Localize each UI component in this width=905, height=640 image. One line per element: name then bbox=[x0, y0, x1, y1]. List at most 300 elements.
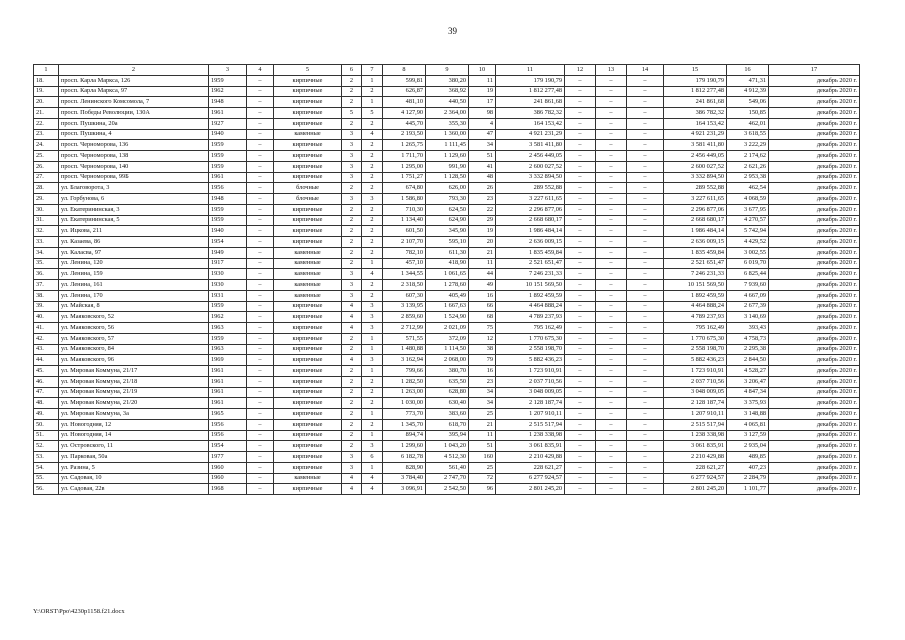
col-13-cell: – bbox=[596, 280, 627, 291]
table-row bbox=[34, 204, 860, 215]
total-cost-cell: 3 227 611,65 bbox=[664, 194, 727, 205]
row-number-cell: 38. bbox=[34, 290, 59, 301]
entrances-cell: 5 bbox=[362, 108, 383, 119]
floors-cell: 4 bbox=[342, 355, 362, 366]
col-4-cell: – bbox=[247, 247, 274, 258]
col-13-cell: – bbox=[596, 183, 627, 194]
col-12-cell: – bbox=[565, 473, 596, 484]
total-cost-cell: 2 521 651,47 bbox=[664, 258, 727, 269]
cost-cell: 10 151 569,50 bbox=[496, 280, 565, 291]
year-built-cell: 1961 bbox=[209, 376, 247, 387]
address-cell: ул. Маяковского, 52 bbox=[59, 312, 209, 323]
cost-per-sqm-cell: 3 618,55 bbox=[727, 129, 769, 140]
living-area-cell: 611,30 bbox=[426, 247, 469, 258]
completion-date-cell: декабрь 2020 г. bbox=[769, 269, 860, 280]
entrances-cell: 6 bbox=[362, 452, 383, 463]
col-4-cell: – bbox=[247, 269, 274, 280]
col-13-cell: – bbox=[596, 355, 627, 366]
total-area-cell: 3 139,95 bbox=[383, 301, 426, 312]
row-number-cell: 29. bbox=[34, 194, 59, 205]
completion-date-cell: декабрь 2020 г. bbox=[769, 161, 860, 172]
residents-cell: 20 bbox=[469, 237, 496, 248]
total-cost-cell: 3 332 894,50 bbox=[664, 172, 727, 183]
header-cell: 11 bbox=[496, 65, 565, 76]
cost-cell: 3 227 611,65 bbox=[496, 194, 565, 205]
total-cost-cell: 2 558 198,70 bbox=[664, 344, 727, 355]
address-cell: ул. Мировая Коммуна, 21/17 bbox=[59, 366, 209, 377]
col-13-cell: – bbox=[596, 323, 627, 334]
col-14-cell: – bbox=[627, 280, 664, 291]
completion-date-cell: декабрь 2020 г. bbox=[769, 75, 860, 86]
total-area-cell: 2 712,99 bbox=[383, 323, 426, 334]
wall-material-cell: блочные bbox=[274, 183, 342, 194]
col-4-cell: – bbox=[247, 312, 274, 323]
residents-cell: 34 bbox=[469, 140, 496, 151]
wall-material-cell: кирпичные bbox=[274, 323, 342, 334]
col-14-cell: – bbox=[627, 140, 664, 151]
row-number-cell: 48. bbox=[34, 398, 59, 409]
completion-date-cell: декабрь 2020 г. bbox=[769, 151, 860, 162]
total-cost-cell: 241 861,68 bbox=[664, 97, 727, 108]
living-area-cell: 2 542,50 bbox=[426, 484, 469, 495]
living-area-cell: 1 061,65 bbox=[426, 269, 469, 280]
completion-date-cell: декабрь 2020 г. bbox=[769, 204, 860, 215]
cost-cell: 1 770 675,30 bbox=[496, 333, 565, 344]
completion-date-cell: декабрь 2020 г. bbox=[769, 97, 860, 108]
year-built-cell: 1940 bbox=[209, 129, 247, 140]
residents-cell: 47 bbox=[469, 129, 496, 140]
floors-cell: 2 bbox=[342, 344, 362, 355]
col-4-cell: – bbox=[247, 97, 274, 108]
wall-material-cell: кирпичные bbox=[274, 301, 342, 312]
residents-cell: 44 bbox=[469, 269, 496, 280]
cost-per-sqm-cell: 2 953,38 bbox=[727, 172, 769, 183]
col-14-cell: – bbox=[627, 430, 664, 441]
col-14-cell: – bbox=[627, 108, 664, 119]
header-cell: 6 bbox=[342, 65, 362, 76]
table-row bbox=[34, 140, 860, 151]
wall-material-cell: кирпичные bbox=[274, 204, 342, 215]
row-number-cell: 36. bbox=[34, 269, 59, 280]
table-row bbox=[34, 452, 860, 463]
table-row bbox=[34, 323, 860, 334]
year-built-cell: 1940 bbox=[209, 226, 247, 237]
living-area-cell: 355,30 bbox=[426, 118, 469, 129]
floors-cell: 3 bbox=[342, 269, 362, 280]
row-number-cell: 56. bbox=[34, 484, 59, 495]
table-row bbox=[34, 247, 860, 258]
cost-per-sqm-cell: 2 844,50 bbox=[727, 355, 769, 366]
cost-cell: 241 861,68 bbox=[496, 97, 565, 108]
col-4-cell: – bbox=[247, 398, 274, 409]
cost-per-sqm-cell: 4 847,34 bbox=[727, 387, 769, 398]
floors-cell: 3 bbox=[342, 462, 362, 473]
row-number-cell: 22. bbox=[34, 118, 59, 129]
total-cost-cell: 2 456 449,05 bbox=[664, 151, 727, 162]
wall-material-cell: каменные bbox=[274, 280, 342, 291]
address-cell: просп. Черноморова, 136 bbox=[59, 140, 209, 151]
col-14-cell: – bbox=[627, 258, 664, 269]
table-row bbox=[34, 344, 860, 355]
address-cell: ул. Маяковского, 57 bbox=[59, 333, 209, 344]
cost-per-sqm-cell: 4 912,39 bbox=[727, 86, 769, 97]
wall-material-cell: кирпичные bbox=[274, 484, 342, 495]
col-12-cell: – bbox=[565, 333, 596, 344]
entrances-cell: 1 bbox=[362, 409, 383, 420]
col-4-cell: – bbox=[247, 258, 274, 269]
col-12-cell: – bbox=[565, 237, 596, 248]
floors-cell: 3 bbox=[342, 161, 362, 172]
col-14-cell: – bbox=[627, 204, 664, 215]
table-row bbox=[34, 215, 860, 226]
col-13-cell: – bbox=[596, 333, 627, 344]
completion-date-cell: декабрь 2020 г. bbox=[769, 355, 860, 366]
total-area-cell: 1 134,40 bbox=[383, 215, 426, 226]
cost-per-sqm-cell: 4 429,52 bbox=[727, 237, 769, 248]
address-cell: ул. Екатерининская, 3 bbox=[59, 204, 209, 215]
col-4-cell: – bbox=[247, 215, 274, 226]
entrances-cell: 2 bbox=[362, 398, 383, 409]
cost-cell: 179 190,79 bbox=[496, 75, 565, 86]
col-12-cell: – bbox=[565, 430, 596, 441]
address-cell: просп. Карла Маркса, 97 bbox=[59, 86, 209, 97]
floors-cell: 2 bbox=[342, 237, 362, 248]
col-4-cell: – bbox=[247, 484, 274, 495]
completion-date-cell: декабрь 2020 г. bbox=[769, 312, 860, 323]
wall-material-cell: кирпичные bbox=[274, 237, 342, 248]
cost-cell: 2 456 449,05 bbox=[496, 151, 565, 162]
cost-per-sqm-cell: 7 939,60 bbox=[727, 280, 769, 291]
col-12-cell: – bbox=[565, 323, 596, 334]
entrances-cell: 3 bbox=[362, 301, 383, 312]
entrances-cell: 1 bbox=[362, 430, 383, 441]
address-cell: ул. Новогодняя, 14 bbox=[59, 430, 209, 441]
row-number-cell: 18. bbox=[34, 75, 59, 86]
residents-cell: 68 bbox=[469, 312, 496, 323]
total-area-cell: 2 107,70 bbox=[383, 237, 426, 248]
wall-material-cell: кирпичные bbox=[274, 151, 342, 162]
total-area-cell: 1 345,70 bbox=[383, 419, 426, 430]
wall-material-cell: кирпичные bbox=[274, 312, 342, 323]
col-13-cell: – bbox=[596, 151, 627, 162]
total-cost-cell: 2 210 429,88 bbox=[664, 452, 727, 463]
completion-date-cell: декабрь 2020 г. bbox=[769, 108, 860, 119]
total-area-cell: 607,30 bbox=[383, 290, 426, 301]
residents-cell: 26 bbox=[469, 183, 496, 194]
row-number-cell: 43. bbox=[34, 344, 59, 355]
total-cost-cell: 2 037 710,56 bbox=[664, 376, 727, 387]
col-14-cell: – bbox=[627, 161, 664, 172]
floors-cell: 3 bbox=[342, 452, 362, 463]
cost-cell: 1 723 910,91 bbox=[496, 366, 565, 377]
year-built-cell: 1956 bbox=[209, 183, 247, 194]
col-12-cell: – bbox=[565, 226, 596, 237]
entrances-cell: 3 bbox=[362, 355, 383, 366]
col-12-cell: – bbox=[565, 215, 596, 226]
wall-material-cell: кирпичные bbox=[274, 333, 342, 344]
entrances-cell: 2 bbox=[362, 387, 383, 398]
address-cell: просп. Черноморова, 99Б bbox=[59, 172, 209, 183]
completion-date-cell: декабрь 2020 г. bbox=[769, 344, 860, 355]
cost-cell: 2 600 027,52 bbox=[496, 161, 565, 172]
col-4-cell: – bbox=[247, 280, 274, 291]
header-cell: 7 bbox=[362, 65, 383, 76]
table-row bbox=[34, 108, 860, 119]
completion-date-cell: декабрь 2020 г. bbox=[769, 452, 860, 463]
cost-cell: 2 210 429,88 bbox=[496, 452, 565, 463]
floors-cell: 2 bbox=[342, 441, 362, 452]
total-cost-cell: 2 636 009,15 bbox=[664, 237, 727, 248]
total-cost-cell: 7 246 231,33 bbox=[664, 269, 727, 280]
year-built-cell: 1956 bbox=[209, 430, 247, 441]
row-number-cell: 44. bbox=[34, 355, 59, 366]
address-cell: ул. Маяковского, 84 bbox=[59, 344, 209, 355]
page-number: 39 bbox=[448, 26, 457, 36]
header-cell: 2 bbox=[59, 65, 209, 76]
col-14-cell: – bbox=[627, 344, 664, 355]
table-row bbox=[34, 194, 860, 205]
total-cost-cell: 2 668 680,17 bbox=[664, 215, 727, 226]
living-area-cell: 793,30 bbox=[426, 194, 469, 205]
cost-per-sqm-cell: 489,85 bbox=[727, 452, 769, 463]
wall-material-cell: кирпичные bbox=[274, 86, 342, 97]
table-row bbox=[34, 312, 860, 323]
table-row bbox=[34, 129, 860, 140]
total-area-cell: 2 859,60 bbox=[383, 312, 426, 323]
completion-date-cell: декабрь 2020 г. bbox=[769, 86, 860, 97]
floors-cell: 2 bbox=[342, 215, 362, 226]
entrances-cell: 4 bbox=[362, 129, 383, 140]
floors-cell: 2 bbox=[342, 86, 362, 97]
cost-cell: 2 801 245,20 bbox=[496, 484, 565, 495]
completion-date-cell: декабрь 2020 г. bbox=[769, 430, 860, 441]
col-4-cell: – bbox=[247, 86, 274, 97]
residents-cell: 160 bbox=[469, 452, 496, 463]
year-built-cell: 1962 bbox=[209, 312, 247, 323]
total-cost-cell: 3 581 411,80 bbox=[664, 140, 727, 151]
residents-cell: 51 bbox=[469, 441, 496, 452]
wall-material-cell: кирпичные bbox=[274, 376, 342, 387]
header-cell: 9 bbox=[426, 65, 469, 76]
cost-per-sqm-cell: 3 148,88 bbox=[727, 409, 769, 420]
residents-cell: 75 bbox=[469, 323, 496, 334]
total-area-cell: 1 263,00 bbox=[383, 387, 426, 398]
year-built-cell: 1930 bbox=[209, 269, 247, 280]
total-area-cell: 1 480,88 bbox=[383, 344, 426, 355]
living-area-cell: 1 524,90 bbox=[426, 312, 469, 323]
total-cost-cell: 1 207 910,11 bbox=[664, 409, 727, 420]
header-cell: 1 bbox=[34, 65, 59, 76]
residents-cell: 41 bbox=[469, 161, 496, 172]
total-area-cell: 1 295,00 bbox=[383, 161, 426, 172]
col-4-cell: – bbox=[247, 419, 274, 430]
completion-date-cell: декабрь 2020 г. bbox=[769, 419, 860, 430]
col-4-cell: – bbox=[247, 194, 274, 205]
floors-cell: 2 bbox=[342, 183, 362, 194]
total-area-cell: 1 344,55 bbox=[383, 269, 426, 280]
residents-cell: 96 bbox=[469, 484, 496, 495]
col-4-cell: – bbox=[247, 301, 274, 312]
year-built-cell: 1961 bbox=[209, 366, 247, 377]
floors-cell: 2 bbox=[342, 419, 362, 430]
residents-cell: 22 bbox=[469, 204, 496, 215]
row-number-cell: 37. bbox=[34, 280, 59, 291]
col-14-cell: – bbox=[627, 86, 664, 97]
col-4-cell: – bbox=[247, 290, 274, 301]
wall-material-cell: кирпичные bbox=[274, 452, 342, 463]
col-13-cell: – bbox=[596, 452, 627, 463]
address-cell: просп. Карла Маркса, 126 bbox=[59, 75, 209, 86]
col-4-cell: – bbox=[247, 344, 274, 355]
table-row bbox=[34, 355, 860, 366]
cost-cell: 4 464 888,24 bbox=[496, 301, 565, 312]
entrances-cell: 3 bbox=[362, 441, 383, 452]
address-cell: ул. Мировая Коммуна, 21/18 bbox=[59, 376, 209, 387]
col-12-cell: – bbox=[565, 86, 596, 97]
total-cost-cell: 10 151 569,50 bbox=[664, 280, 727, 291]
year-built-cell: 1961 bbox=[209, 387, 247, 398]
year-built-cell: 1948 bbox=[209, 194, 247, 205]
address-cell: ул. Казаева, 86 bbox=[59, 237, 209, 248]
col-14-cell: – bbox=[627, 333, 664, 344]
col-4-cell: – bbox=[247, 376, 274, 387]
residents-cell: 23 bbox=[469, 194, 496, 205]
floors-cell: 4 bbox=[342, 484, 362, 495]
col-14-cell: – bbox=[627, 301, 664, 312]
entrances-cell: 2 bbox=[362, 118, 383, 129]
living-area-cell: 626,00 bbox=[426, 183, 469, 194]
living-area-cell: 2 364,00 bbox=[426, 108, 469, 119]
cost-per-sqm-cell: 3 002,55 bbox=[727, 247, 769, 258]
residents-cell: 29 bbox=[469, 215, 496, 226]
living-area-cell: 418,90 bbox=[426, 258, 469, 269]
col-12-cell: – bbox=[565, 140, 596, 151]
entrances-cell: 4 bbox=[362, 269, 383, 280]
table-row bbox=[34, 290, 860, 301]
table-row bbox=[34, 280, 860, 291]
col-12-cell: – bbox=[565, 204, 596, 215]
entrances-cell: 1 bbox=[362, 462, 383, 473]
wall-material-cell: кирпичные bbox=[274, 97, 342, 108]
col-4-cell: – bbox=[247, 430, 274, 441]
row-number-cell: 41. bbox=[34, 323, 59, 334]
floors-cell: 4 bbox=[342, 473, 362, 484]
year-built-cell: 1968 bbox=[209, 484, 247, 495]
residents-cell: 72 bbox=[469, 473, 496, 484]
wall-material-cell: кирпичные bbox=[274, 430, 342, 441]
header-cell: 16 bbox=[727, 65, 769, 76]
residents-cell: 21 bbox=[469, 419, 496, 430]
table-row bbox=[34, 376, 860, 387]
cost-cell: 6 277 924,57 bbox=[496, 473, 565, 484]
cost-cell: 289 552,88 bbox=[496, 183, 565, 194]
cost-cell: 2 521 651,47 bbox=[496, 258, 565, 269]
wall-material-cell: кирпичные bbox=[274, 398, 342, 409]
row-number-cell: 39. bbox=[34, 301, 59, 312]
col-12-cell: – bbox=[565, 194, 596, 205]
address-cell: ул. Островского, 11 bbox=[59, 441, 209, 452]
table-row bbox=[34, 97, 860, 108]
entrances-cell: 1 bbox=[362, 333, 383, 344]
total-area-cell: 601,50 bbox=[383, 226, 426, 237]
completion-date-cell: декабрь 2020 г. bbox=[769, 194, 860, 205]
cost-per-sqm-cell: 1 101,77 bbox=[727, 484, 769, 495]
floors-cell: 2 bbox=[342, 75, 362, 86]
wall-material-cell: кирпичные bbox=[274, 172, 342, 183]
col-13-cell: – bbox=[596, 441, 627, 452]
floors-cell: 4 bbox=[342, 301, 362, 312]
total-cost-cell: 2 296 877,06 bbox=[664, 204, 727, 215]
residents-cell: 79 bbox=[469, 355, 496, 366]
row-number-cell: 24. bbox=[34, 140, 59, 151]
address-cell: ул. Ленина, 120 bbox=[59, 258, 209, 269]
residents-cell: 34 bbox=[469, 387, 496, 398]
year-built-cell: 1949 bbox=[209, 247, 247, 258]
col-4-cell: – bbox=[247, 204, 274, 215]
residents-cell: 48 bbox=[469, 172, 496, 183]
entrances-cell: 2 bbox=[362, 140, 383, 151]
cost-per-sqm-cell: 2 174,62 bbox=[727, 151, 769, 162]
total-cost-cell: 1 723 910,91 bbox=[664, 366, 727, 377]
cost-cell: 1 835 459,84 bbox=[496, 247, 565, 258]
col-4-cell: – bbox=[247, 108, 274, 119]
col-13-cell: – bbox=[596, 215, 627, 226]
col-12-cell: – bbox=[565, 462, 596, 473]
col-4-cell: – bbox=[247, 387, 274, 398]
entrances-cell: 2 bbox=[362, 247, 383, 258]
entrances-cell: 1 bbox=[362, 366, 383, 377]
entrances-cell: 3 bbox=[362, 323, 383, 334]
col-4-cell: – bbox=[247, 409, 274, 420]
col-13-cell: – bbox=[596, 140, 627, 151]
table-row bbox=[34, 86, 860, 97]
col-12-cell: – bbox=[565, 301, 596, 312]
address-cell: ул. Мировая Коммуна, 21/20 bbox=[59, 398, 209, 409]
col-13-cell: – bbox=[596, 462, 627, 473]
header-cell: 8 bbox=[383, 65, 426, 76]
cost-per-sqm-cell: 150,85 bbox=[727, 108, 769, 119]
col-4-cell: – bbox=[247, 161, 274, 172]
header-cell: 15 bbox=[664, 65, 727, 76]
col-14-cell: – bbox=[627, 452, 664, 463]
total-area-cell: 3 162,94 bbox=[383, 355, 426, 366]
table-row bbox=[34, 172, 860, 183]
col-12-cell: – bbox=[565, 312, 596, 323]
wall-material-cell: кирпичные bbox=[274, 161, 342, 172]
total-area-cell: 481,10 bbox=[383, 97, 426, 108]
wall-material-cell: каменные bbox=[274, 290, 342, 301]
total-area-cell: 4 127,90 bbox=[383, 108, 426, 119]
cost-per-sqm-cell: 6 019,70 bbox=[727, 258, 769, 269]
residents-cell: 66 bbox=[469, 301, 496, 312]
address-cell: просп. Ленинского Комсомола, 7 bbox=[59, 97, 209, 108]
floors-cell: 2 bbox=[342, 366, 362, 377]
total-cost-cell: 228 621,27 bbox=[664, 462, 727, 473]
address-cell: просп. Черноморова, 138 bbox=[59, 151, 209, 162]
wall-material-cell: кирпичные bbox=[274, 226, 342, 237]
address-cell: ул. Ленина, 159 bbox=[59, 269, 209, 280]
residents-cell: 19 bbox=[469, 226, 496, 237]
floors-cell: 2 bbox=[342, 409, 362, 420]
living-area-cell: 383,60 bbox=[426, 409, 469, 420]
col-14-cell: – bbox=[627, 269, 664, 280]
residents-cell: 25 bbox=[469, 462, 496, 473]
completion-date-cell: декабрь 2020 г. bbox=[769, 215, 860, 226]
floors-cell: 5 bbox=[342, 108, 362, 119]
living-area-cell: 1 111,45 bbox=[426, 140, 469, 151]
completion-date-cell: декабрь 2020 г. bbox=[769, 140, 860, 151]
year-built-cell: 1963 bbox=[209, 323, 247, 334]
